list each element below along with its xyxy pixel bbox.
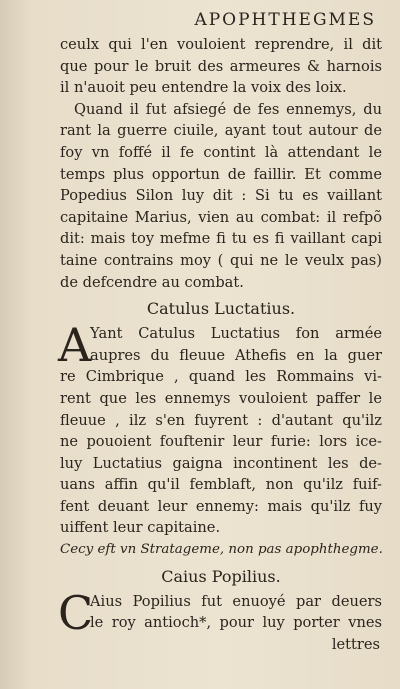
text-line: rent que les ennemys vouloient paffer le — [60, 389, 382, 407]
section-heading-popilius: Caius Popilius. — [161, 566, 281, 586]
text-line: Popedius Silon luy dit : Si tu es vaillant — [60, 187, 382, 205]
text-line: fleuue , ilz s'en fuyrent : d'autant qu'ilz — [60, 411, 382, 429]
drop-cap: C — [58, 585, 94, 640]
section-heading-catulus: Catulus Luctatius. — [146, 299, 296, 319]
text-line: de defcendre au combat. — [60, 273, 244, 291]
text-line: aupres du fleuue Athefis en la guer — [90, 346, 382, 364]
text-line: Yant Catulus Luctatius fon armée — [90, 325, 382, 343]
catchword: lettres — [331, 635, 380, 653]
text-line: ne pouoient fouftenir leur furie: lors ice- — [60, 433, 382, 451]
italic-note: Cecy eft vn Stratageme, non pas apophthegme. — [60, 542, 383, 558]
text-line: luy Luctatius gaigna incontinent les de- — [60, 454, 382, 472]
text-line: uiffent leur capitaine. — [60, 519, 221, 537]
text-line: taine contrains moy ( qui ne le veulx pas) — [60, 251, 382, 269]
running-head: APOPHTHEGMES — [194, 10, 376, 30]
text-line: uans affin qu'il femblaft, non qu'ilz fuif- — [60, 476, 382, 494]
text-line: Aius Popilius fut enuoyé par deuers — [90, 592, 382, 610]
drop-cap: A — [58, 318, 92, 373]
text-line: dit: mais toy mefme fi tu es fi vaillant capi — [60, 230, 382, 248]
text-line: fent deuant leur ennemy: mais qu'ilz fuy — [60, 497, 382, 515]
paragraph-3 — [58, 318, 382, 539]
text-line: le roy antioch*, pour luy porter vnes — [90, 614, 382, 632]
paragraph-4 — [58, 585, 382, 640]
text-line: Quand il fut afsiegé de fes ennemys, du — [74, 100, 382, 118]
text-line: foy vn foffé il fe contint là attendant le — [60, 143, 382, 161]
text-line: temps plus opportun de faillir. Et comme — [60, 165, 382, 183]
text-line: ceulx qui l'en vouloient reprendre, il dit — [60, 36, 382, 53]
paragraph-2 — [60, 99, 382, 293]
text-line: il n'auoit peu entendre la voix des loix. — [60, 79, 347, 97]
text-line: rant la guerre ciuile, ayant tout autour de — [60, 122, 382, 140]
text-line: re Cimbrique , quand les Rommains vi- — [60, 368, 382, 386]
text-line: capitaine Marius, vien au combat: il refpõ — [60, 208, 382, 226]
paragraph-1 — [60, 34, 382, 99]
text-line: que pour le bruit des armeures & harnois — [60, 57, 382, 75]
